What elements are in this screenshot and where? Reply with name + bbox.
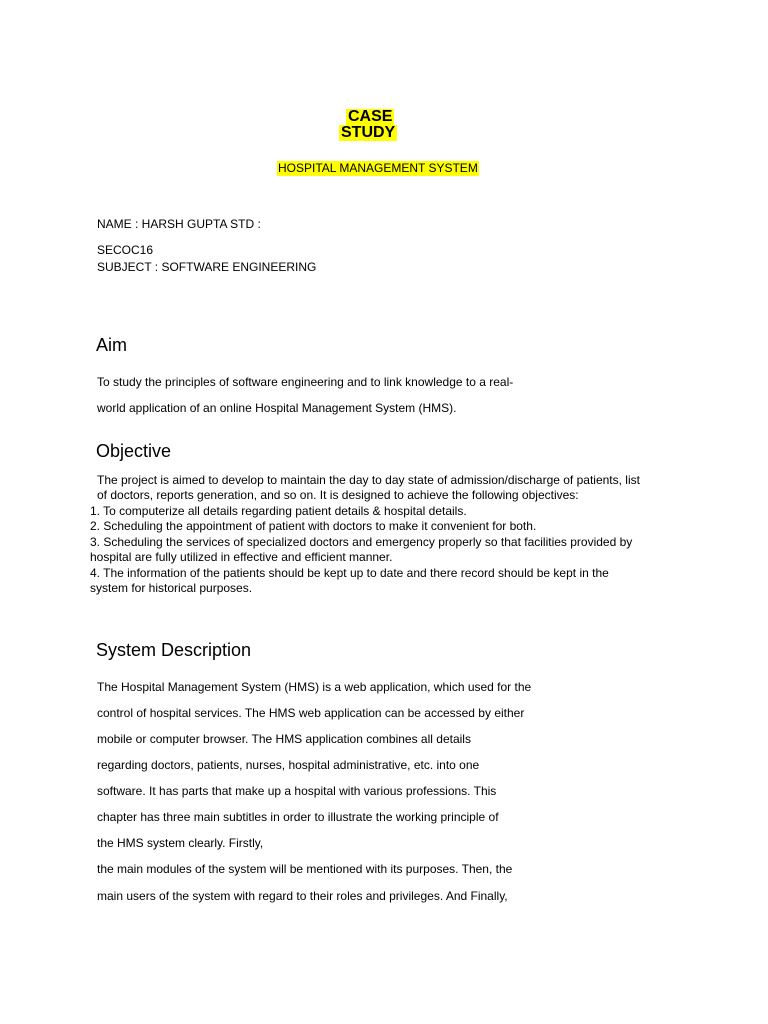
system-description-line: regarding doctors, patients, nurses, hospital administrative, etc. into one xyxy=(97,758,480,772)
objective-text-line: The project is aimed to develop to maintain the day to day state of admission/discharge of patients, list xyxy=(97,473,640,487)
objective-list-item: system for historical purposes. xyxy=(90,581,253,595)
system-description-line: software. It has parts that make up a hospital with various professions. This xyxy=(97,784,497,798)
system-description-line: chapter has three main subtitles in order to illustrate the working principle of xyxy=(97,810,499,824)
aim-text-line: world application of an online Hospital Management System (HMS). xyxy=(97,401,457,415)
objective-list-item: 4. The information of the patients should be kept up to date and there record should be kept in the xyxy=(90,566,609,580)
system-description-line: main users of the system with regard to their roles and privileges. And Finally, xyxy=(97,889,508,903)
title-case: CASE xyxy=(348,108,393,125)
objective-list-item: 3. Scheduling the services of specialized doctors and emergency properly so that facilities provided by xyxy=(90,535,633,549)
system-description-line: the main modules of the system will be mentioned with its purposes. Then, the xyxy=(97,862,513,876)
title-study: STUDY xyxy=(341,124,396,141)
system-description-line: mobile or computer browser. The HMS application combines all details xyxy=(97,732,471,746)
objective-list-item: 1. To computerize all details regarding patient details & hospital details. xyxy=(90,504,467,518)
subject-line: SUBJECT : SOFTWARE ENGINEERING xyxy=(97,260,317,274)
student-id-line: SECOC16 xyxy=(97,243,154,257)
objective-list-item: 2. Scheduling the appointment of patient with doctors to make it convenient for both. xyxy=(90,519,537,533)
objective-text-line: of doctors, reports generation, and so on. It is designed to achieve the following objectives: xyxy=(97,488,579,502)
system-description-line: control of hospital services. The HMS web application can be accessed by either xyxy=(97,706,525,720)
system-description-line: The Hospital Management System (HMS) is a web application, which used for the xyxy=(97,680,532,694)
aim-text-line: To study the principles of software engineering and to link knowledge to a real- xyxy=(97,375,514,389)
student-name-line: NAME : HARSH GUPTA STD : xyxy=(97,217,261,231)
system-description-line: the HMS system clearly. Firstly, xyxy=(97,836,264,850)
document-subtitle: HOSPITAL MANAGEMENT SYSTEM xyxy=(278,161,478,175)
aim-heading: Aim xyxy=(96,335,127,355)
system-description-heading: System Description xyxy=(96,640,252,660)
objective-list-item: hospital are fully utilized in effective and efficient manner. xyxy=(90,550,393,564)
objective-heading: Objective xyxy=(96,441,172,461)
